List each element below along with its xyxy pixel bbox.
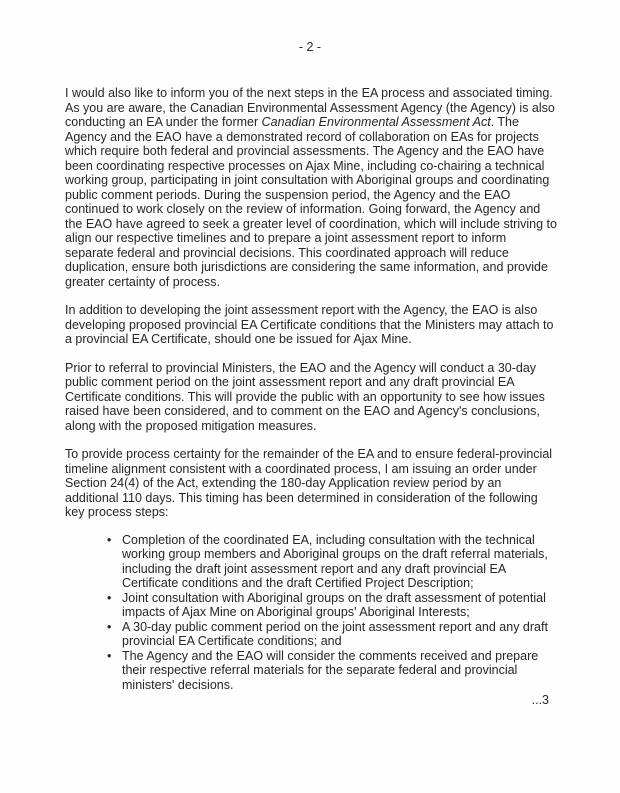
paragraph-1-text-after: . The Agency and the EAO have a demonstrated record of collaboration on EAs for projects which require both federal and provincial assessments. The Agency and the EAO have been coordinating respective processes on Ajax Mine, including co-chairing a technical working group, participating in joint consultation with Aboriginal groups and coordinating public comment periods. During the suspension period, the Agency and the EAO continued to work closely on the review of information. Going forward, the Agency and the EAO have agreed to seek a greater level of coordination, which will include striving to align our respective timelines and to prepare a joint assessment report to inform separate federal and provincial decisions. This coordinated approach will reduce duplication, ensure both jurisdictions are considering the same information, and provide greater certainty of process. [65, 115, 557, 289]
key-process-steps-list [65, 533, 557, 693]
paragraph-certificate-conditions: In addition to developing the joint assessment report with the Agency, the EAO is also developing proposed provincial EA Certificate conditions that the Ministers may attach to a provincial EA Certificate, should one be issued for Ajax Mine. [65, 303, 554, 346]
list-item-public-comment-period: • A 30-day public comment period on the joint assessment report and any draft provincial EA Certificate conditions; and [109, 620, 557, 649]
list-item-joint-consultation: • Joint consultation with Aboriginal groups on the draft assessment of potential impacts of Ajax Mine on Aboriginal groups' Aboriginal Interests; [109, 591, 557, 620]
letter-body [65, 86, 557, 708]
list-item-referral-materials: • The Agency and the EAO will consider the comments received and prepare their respective referral materials for the separate federal and provincial ministers' decisions. [109, 649, 557, 693]
page-continuation-marker: ...3 [531, 693, 549, 707]
paragraph-order-extension: To provide process certainty for the remainder of the EA and to ensure federal-provincial timeline alignment consistent with a coordinated process, I am issuing an order under Section 24(4) of the Act, extending the 180-day Application review period by an additional 110 days. This timing has been determined in consideration of the following key process steps: [65, 447, 553, 519]
act-title-italic: Canadian Environmental Assessment Act [261, 115, 491, 129]
paragraph-public-comment: Prior to referral to provincial Ministers, the EAO and the Agency will conduct a 30-day public comment period on the joint assessment report and any draft provincial EA Certificate conditions. This will provide the public with an opportunity to see how issues raised have been considered, and to comment on the EAO and Agency's conclusions, along with the proposed mitigation measures. [65, 360, 545, 433]
list-item-completion-coordinated-ea: • Completion of the coordinated EA, including consultation with the technical working group members and Aboriginal groups on the draft referral materials, including the draft joint assessment report and any draft provincial EA Certificate conditions and the draft Certified Project Description; [109, 533, 557, 591]
page-number-header: - 2 - [298, 40, 322, 54]
paragraph-1-text-before: I would also like to inform you of the next steps in the EA process and associated timing. As you are aware, the Canadian Environmental Assessment Agency (the Agency) is also conducting an EA under the former [65, 86, 555, 129]
paragraph-next-steps [65, 86, 557, 289]
